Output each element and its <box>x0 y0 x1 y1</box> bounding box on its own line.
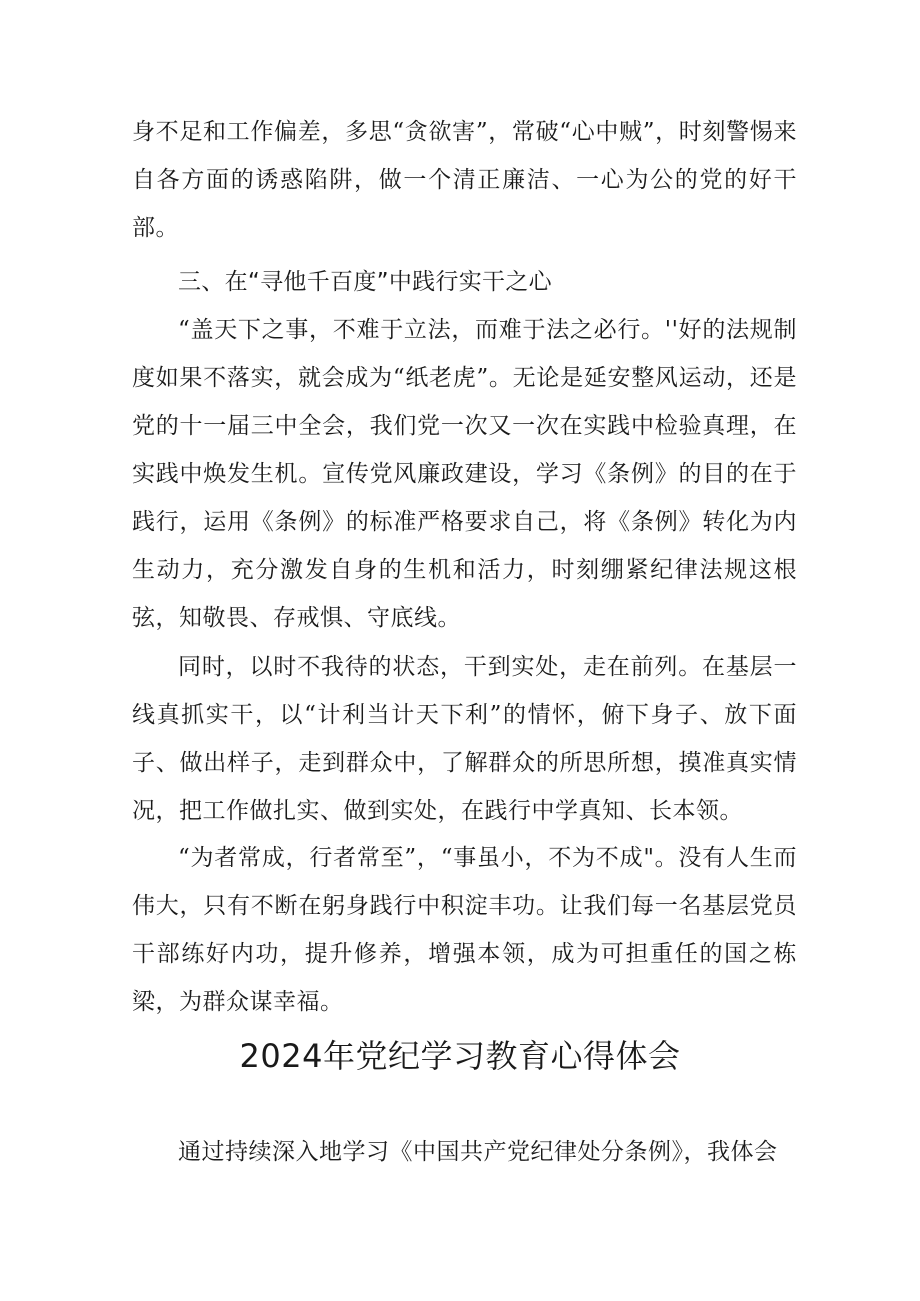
paragraph-conclusion: “为者常成，行者常至”，“事虽小，不为不成"。没有人生而伟大，只有不断在躬身践行中积淀丰功。让我们每一名基层党员干部练好内功，提升修养，增强本领，成为可担重任的国之栋梁，为群众谋幸福。 <box>132 845 797 1015</box>
document-title: 2024年党纪学习教育心得体会 <box>239 1037 681 1075</box>
paragraph-continuation: 身不足和工作偏差，多思“贪欲害”，常破“心中贼”，时刻警惕来自各方面的诱惑陷阱，做一个清正廉洁、一心为公的党的好干部。 <box>132 119 797 241</box>
paragraph-law-enforcement: “盖天下之事，不难于立法，而难于法之必行。''好的法规制度如果不落实，就会成为“纸老虎”。无论是延安整风运动，还是党的十一届三中全会，我们党一次又一次在实践中检验真理，在实践中焕发生机。宣传党风廉政建设，学习《条例》的目的在于践行，运用《条例》的标准严格要求自己，将《条例》转化为内生动力，充分激发自身的生机和活力，时刻绷紧纪律法规这根弦，知敬畏、存戒惧、守底线。 <box>132 317 797 631</box>
paragraph-intro: 通过持续深入地学习《中国共产党纪律处分条例》，我体会 <box>178 1139 778 1165</box>
paragraph-grassroots-work: 同时，以时不我待的状态，干到实处，走在前列。在基层一线真抓实干，以“计利当计天下利”的情怀，俯下身子、放下面子、做出样子，走到群众中，了解群众的所思所想，摸准真实情况，把工作做扎实、做到实处，在践行中学真知、长本领。 <box>132 654 797 824</box>
section-heading: 三、在“寻他千百度”中践行实干之心 <box>178 269 552 295</box>
